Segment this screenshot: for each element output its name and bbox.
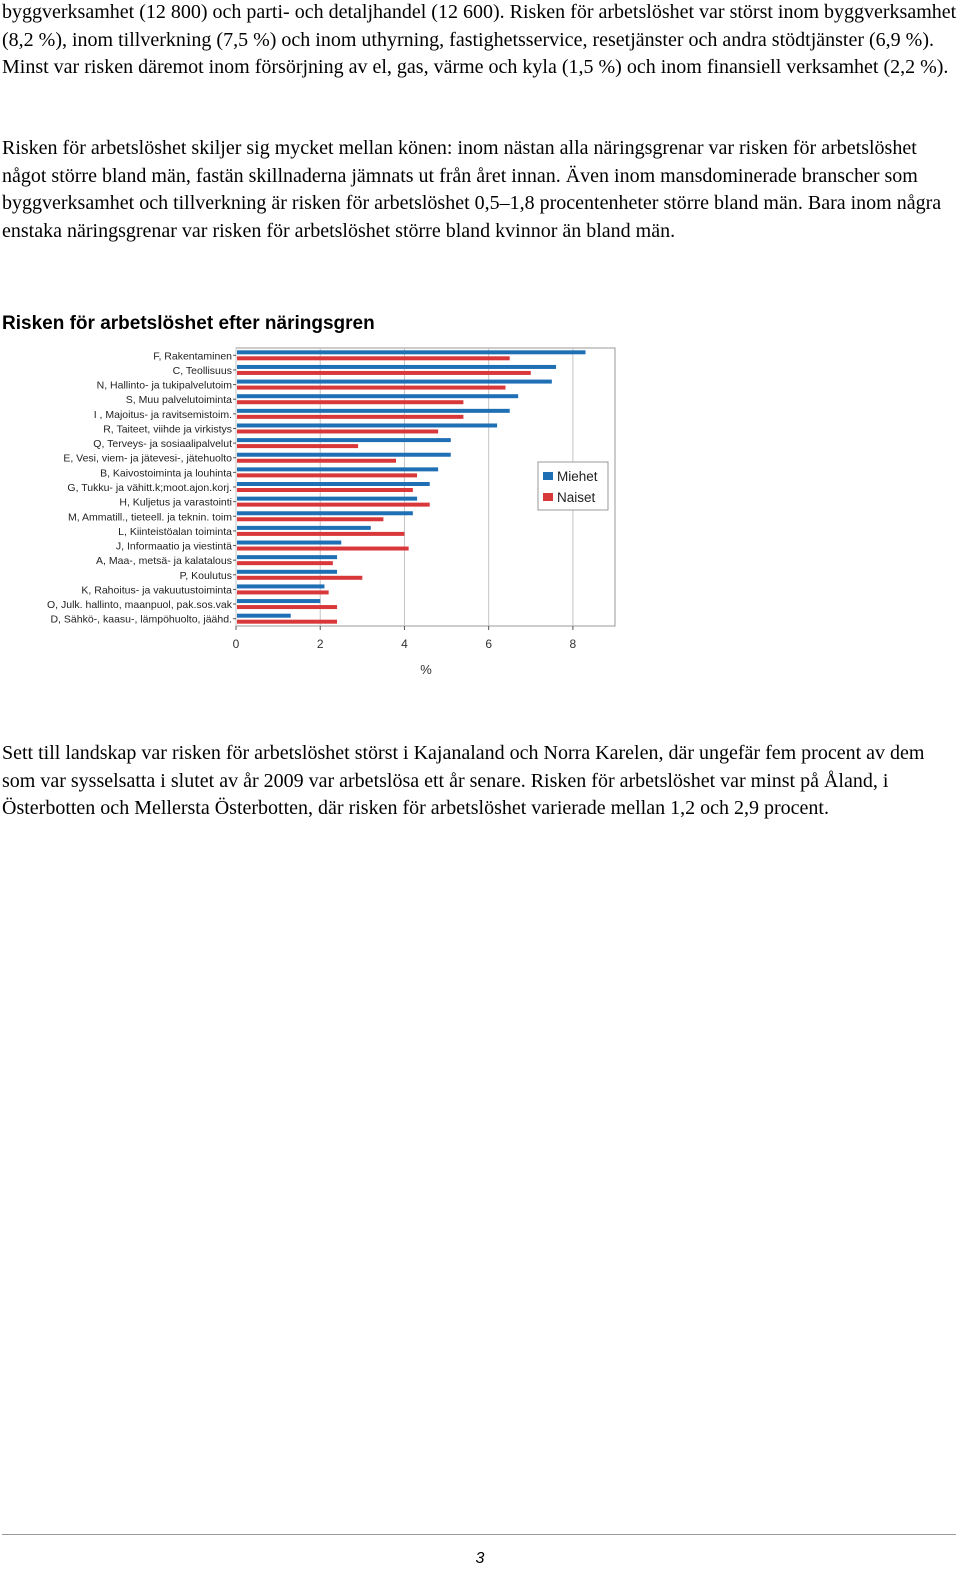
category-label: L, Kiinteistöalan toiminta: [118, 525, 232, 538]
bar-miehet: [237, 467, 438, 471]
category-label: G, Tukku- ja vähitt.k;moot.ajon.korj.: [67, 482, 232, 494]
bar-naiset: [237, 605, 337, 609]
paragraph-gender-risk: Risken för arbetslöshet skiljer sig mycket mellan könen: inom nästan alla näringsgrenar var risken för arbetslöshet något större bland män, fastän skillnaderna jämnats ut från året innan. Även inom mansdominerade branscher som byggverksamhet och tillverkning är risken för arbetslöshet 0,5–1,8 procentenheter större bland män. Bara inom några enstaka näringsgrenar var risken för arbetslöshet större bland kvinnor än bland män.: [2, 137, 942, 242]
x-tick-label: 6: [485, 637, 493, 651]
bar-miehet: [237, 526, 371, 530]
bar-miehet: [237, 614, 291, 618]
bar-miehet: [237, 423, 497, 427]
bar-naiset: [237, 444, 358, 448]
bar-naiset: [237, 517, 383, 521]
category-label: M, Ammatill., tieteell. ja teknin. toim: [68, 511, 232, 524]
category-label: I , Majoitus- ja ravitsemistoim.: [93, 408, 232, 421]
category-label: C, Teollisuus: [172, 364, 232, 377]
footer-divider: [2, 1534, 956, 1535]
category-label: E, Vesi, viem- ja jätevesi-, jätehuolto: [63, 452, 232, 465]
category-label: P, Koulutus: [179, 569, 232, 582]
bar-naiset: [237, 415, 463, 419]
bar-naiset: [237, 590, 329, 594]
category-label: H, Kuljetus ja varastointi: [119, 496, 232, 509]
category-label: N, Hallinto- ja tukipalvelutoim: [96, 379, 232, 392]
legend-label-miehet: Miehet: [557, 469, 598, 484]
x-tick-label: 4: [401, 637, 408, 651]
unemployment-risk-chart: [0, 340, 640, 690]
category-label: B, Kaivostoiminta ja louhinta: [100, 467, 232, 480]
bar-naiset: [237, 371, 531, 375]
x-tick-label: 8: [569, 637, 577, 651]
legend-label-naiset: Naiset: [557, 490, 596, 505]
bar-miehet: [237, 438, 451, 442]
bar-naiset: [237, 386, 506, 390]
paragraph-regional-risk: Sett till landskap var risken för arbetslöshet störst i Kajanaland och Norra Karelen, där ungefär fem procent av dem som var sysselsatta i slutet av år 2009 var arbetslösa ett år senare. Risken för arbetslöshet var minst på Åland, i Österbotten och Mellersta Österbotten, där risken för arbetslöshet varierade mellan 1,2 och 2,9 procent.: [2, 742, 925, 819]
bar-miehet: [237, 599, 320, 603]
category-label: O, Julk. hallinto, maanpuol, pak.sos.vak: [46, 599, 232, 612]
bar-naiset: [237, 532, 404, 536]
bar-naiset: [237, 356, 510, 360]
bar-miehet: [237, 541, 341, 545]
bar-naiset: [237, 459, 396, 463]
bar-naiset: [237, 488, 413, 492]
x-tick-label: 2: [316, 637, 324, 651]
category-label: A, Maa-, metsä- ja kalatalous: [96, 555, 232, 568]
category-label: K, Rahoitus- ja vakuutustoiminta: [81, 584, 232, 597]
bar-miehet: [237, 350, 586, 354]
bar-miehet: [237, 584, 324, 588]
bar-miehet: [237, 511, 413, 515]
bar-naiset: [237, 547, 409, 551]
category-label: R, Taiteet, viihde ja virkistys: [103, 423, 232, 436]
bar-naiset: [237, 503, 430, 507]
category-label: J, Informaatio ja viestintä: [115, 540, 232, 553]
bar-miehet: [237, 570, 337, 574]
category-label: F, Rakentaminen: [153, 350, 232, 363]
page-number: 3: [475, 1550, 485, 1567]
legend-swatch-naiset: [543, 493, 553, 501]
bar-miehet: [237, 497, 417, 501]
x-axis-label: %: [420, 662, 432, 677]
bar-miehet: [237, 365, 556, 369]
bar-miehet: [237, 555, 337, 559]
bar-miehet: [237, 380, 552, 384]
legend-swatch-miehet: [543, 472, 553, 480]
x-tick-label: 0: [232, 637, 240, 651]
bar-miehet: [237, 394, 518, 398]
chart-title: Risken för arbetslöshet efter näringsgren: [2, 313, 375, 334]
bar-naiset: [237, 473, 417, 477]
bar-miehet: [237, 453, 451, 457]
bar-naiset: [237, 620, 337, 624]
category-label: Q, Terveys- ja sosiaalipalvelut: [93, 438, 232, 451]
bar-naiset: [237, 576, 362, 580]
bar-naiset: [237, 429, 438, 433]
bar-miehet: [237, 482, 430, 486]
bar-naiset: [237, 561, 333, 565]
paragraph-industry-risk: byggverksamhet (12 800) och parti- och detaljhandel (12 600). Risken för arbetslöshet var störst inom byggverksamhet (8,2 %), inom tillverkning (7,5 %) och inom uthyrning, fastighetsservice, resetjänster och andra stödtjänster (6,9 %). Minst var risken däremot inom försörjning av el, gas, värme och kyla (1,5 %) och inom finansiell verksamhet (2,2 %).: [2, 1, 957, 78]
category-label: D, Sähkö-, kaasu-, lämpöhuolto, jäähd.: [50, 613, 232, 626]
category-label: S, Muu palvelutoiminta: [125, 394, 232, 407]
bar-miehet: [237, 409, 510, 413]
bar-naiset: [237, 400, 463, 404]
